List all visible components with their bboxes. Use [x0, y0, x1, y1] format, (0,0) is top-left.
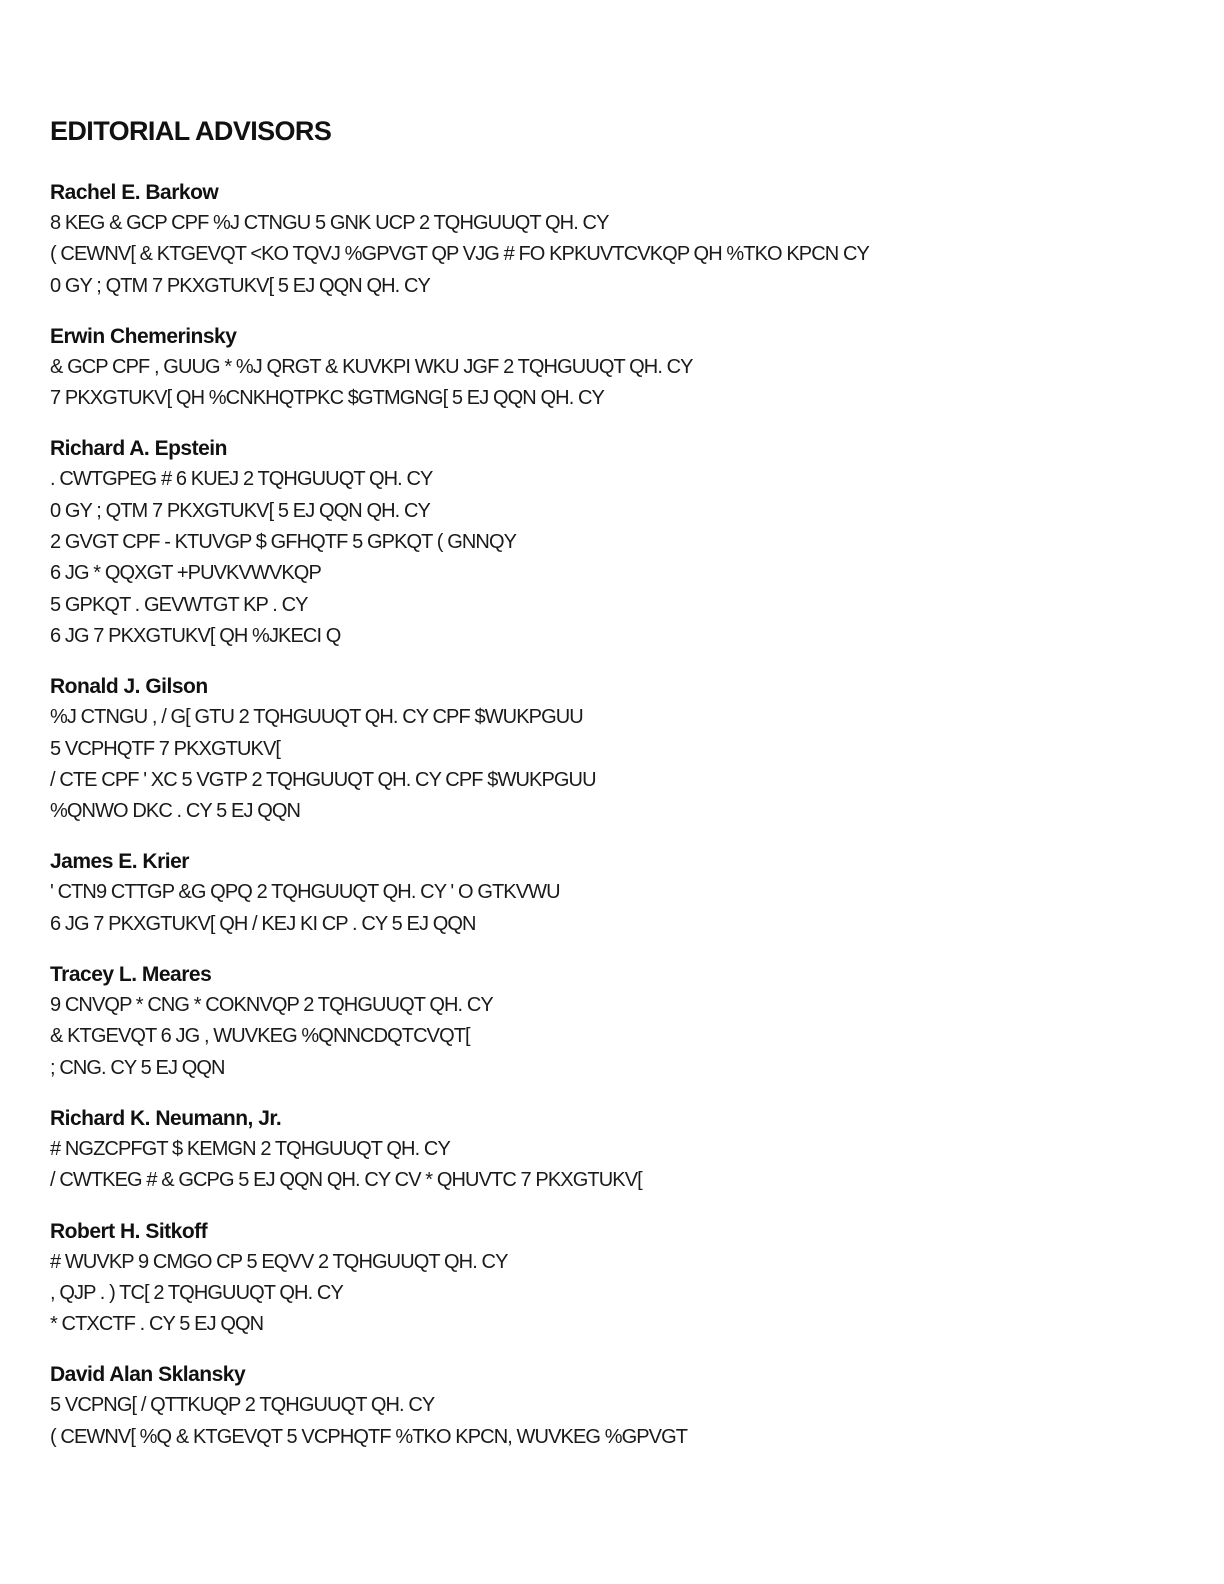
advisor-affiliation-line: / CTE CPF ' XC 5 VGTP 2 TQHGUUQT QH. CY CPF $WUKPGUU: [50, 768, 596, 791]
advisor-affiliation-line: , QJP . ) TC[ 2 TQHGUUQT QH. CY: [50, 1281, 343, 1304]
advisor-affiliation-line: 6 JG 7 PKXGTUKV[ QH %JKECI Q: [50, 624, 341, 647]
advisor-affiliation-line: 0 GY ; QTM 7 PKXGTUKV[ 5 EJ QQN QH. CY: [50, 274, 430, 297]
advisor-affiliation-line: 6 JG * QQXGT +PUVKVWVKQP: [50, 562, 321, 585]
advisor-affiliation-line: 0 GY ; QTM 7 PKXGTUKV[ 5 EJ QQN QH. CY: [50, 499, 430, 522]
advisor-affiliation-line: * CTXCTF . CY 5 EJ QQN: [50, 1313, 264, 1336]
advisor-entry: [50, 847, 1170, 940]
advisor-affiliation-line: 8 KEG & GCP CPF %J CTNGU 5 GNK UCP 2 TQHGUUQT QH. CY: [50, 212, 609, 234]
advisor-affiliation-line: ( CEWNV[ %Q & KTGEVQT 5 VCPHQTF %TKO KPCN, WUVKEG %GPVGT: [50, 1425, 688, 1448]
advisor-affiliation-line: 5 VCPHQTF 7 PKXGTUKV[: [50, 737, 281, 760]
advisor-affiliation-line: 6 JG 7 PKXGTUKV[ QH / KEJ KI CP . CY 5 EJ QQN: [50, 912, 476, 935]
advisor-affiliation-line: %QNWO DKC . CY 5 EJ QQN: [50, 800, 301, 823]
advisor-affiliation-line: & KTGEVQT 6 JG , WUVKEG %QNNCDQTCVQT[: [50, 1025, 470, 1048]
advisor-entry: [50, 672, 1170, 827]
advisor-entry: [50, 960, 1170, 1084]
advisor-affiliation-line: %J CTNGU , / G[ GTU 2 TQHGUUQT QH. CY CPF $WUKPGUU: [50, 706, 583, 729]
editorial-advisors-page: [50, 112, 1170, 1473]
advisor-name: Rachel E. Barkow: [50, 181, 219, 204]
advisor-entry: [50, 1217, 1170, 1341]
page-title: EDITORIAL ADVISORS: [50, 116, 332, 146]
advisor-entry: [50, 322, 1170, 415]
advisor-name: Erwin Chemerinsky: [50, 324, 237, 348]
advisor-affiliation-line: 5 VCPNG[ / QTTKUQP 2 TQHGUUQT QH. CY: [50, 1394, 435, 1417]
advisor-affiliation-line: ' CTN9 CTTGP &G QPQ 2 TQHGUUQT QH. CY ' O GTKVWU: [50, 881, 560, 904]
advisor-entry: [50, 178, 1170, 302]
advisor-name: David Alan Sklansky: [50, 1363, 246, 1387]
advisor-affiliation-line: 9 CNVQP * CNG * COKNVQP 2 TQHGUUQT QH. CY: [50, 994, 493, 1017]
advisor-entry: [50, 434, 1170, 652]
advisor-name: Ronald J. Gilson: [50, 675, 208, 699]
advisor-name: Richard K. Neumann, Jr.: [50, 1106, 282, 1130]
advisor-list: [50, 178, 1170, 1453]
advisor-affiliation-line: ; CNG. CY 5 EJ QQN: [50, 1056, 225, 1079]
advisor-name: Tracey L. Meares: [50, 963, 212, 987]
advisor-affiliation-line: 2 GVGT CPF - KTUVGP $ GFHQTF 5 GPKQT ( GNNQY: [50, 531, 517, 554]
advisor-name: James E. Krier: [50, 850, 189, 874]
advisor-affiliation-line: 5 GPKQT . GEVWTGT KP . CY: [50, 593, 308, 616]
advisor-name: Richard A. Epstein: [50, 437, 227, 461]
advisor-affiliation-line: . CWTGPEG # 6 KUEJ 2 TQHGUUQT QH. CY: [50, 468, 433, 491]
advisor-name: Robert H. Sitkoff: [50, 1219, 208, 1243]
advisor-affiliation-line: ( CEWNV[ & KTGEVQT <KO TQVJ %GPVGT QP VJG # FO KPKUVTCVKQP QH %TKO KPCN CY: [50, 243, 869, 266]
advisor-entry: [50, 1360, 1170, 1453]
advisor-affiliation-line: / CWTKEG # & GCPG 5 EJ QQN QH. CY CV * QHUVTC 7 PKXGTUKV[: [50, 1169, 642, 1192]
advisor-affiliation-line: # NGZCPFGT $ KEMGN 2 TQHGUUQT QH. CY: [50, 1137, 450, 1160]
advisor-affiliation-line: 7 PKXGTUKV[ QH %CNKHQTPKC $GTMGNG[ 5 EJ QQN QH. CY: [50, 387, 604, 410]
advisor-affiliation-line: # WUVKP 9 CMGO CP 5 EQVV 2 TQHGUUQT QH. CY: [50, 1250, 508, 1273]
advisor-entry: [50, 1104, 1170, 1197]
advisor-affiliation-line: & GCP CPF , GUUG * %J QRGT & KUVKPI WKU JGF 2 TQHGUUQT QH. CY: [50, 355, 693, 378]
